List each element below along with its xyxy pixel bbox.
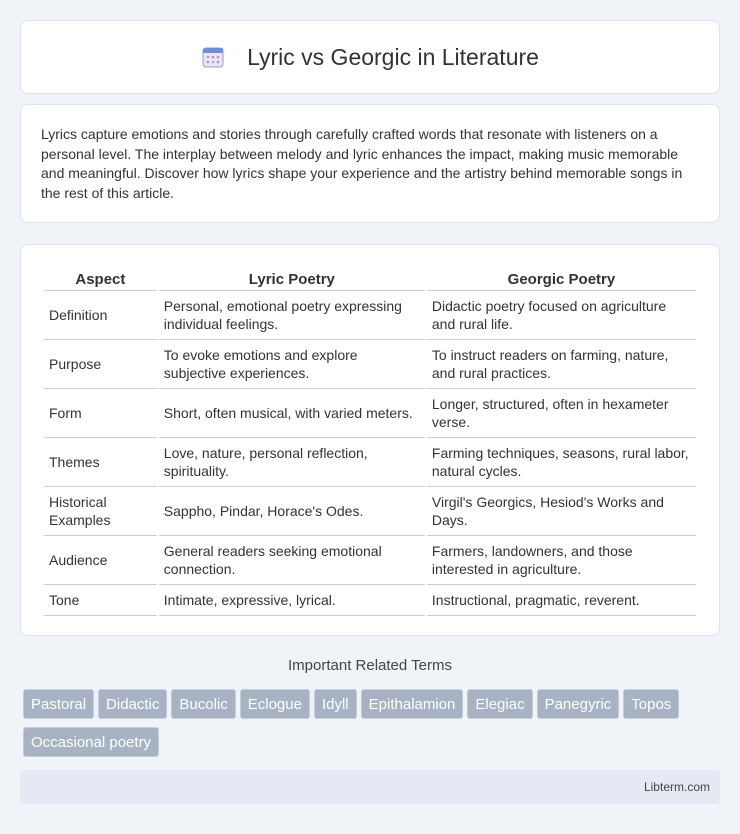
tag-topos[interactable]: Topos (623, 689, 679, 719)
row-lyric: Personal, emotional poetry expressing individual feelings. (159, 291, 425, 340)
related-terms-list (23, 689, 713, 765)
row-georgic: Farmers, landowners, and those interested in agriculture. (427, 536, 696, 585)
page-title: Lyric vs Georgic in Literature (247, 43, 539, 70)
intro-card (20, 104, 720, 223)
row-georgic: Farming techniques, seasons, rural labor, natural cycles. (427, 438, 696, 487)
row-lyric: Short, often musical, with varied meters. (159, 389, 425, 438)
table-row (44, 585, 696, 616)
header-aspect: Aspect (44, 263, 157, 291)
comparison-table (42, 263, 698, 616)
tag-panegyric[interactable]: Panegyric (537, 689, 620, 719)
row-aspect: Themes (44, 438, 157, 487)
calendar-icon (201, 45, 225, 69)
row-georgic: Longer, structured, often in hexameter verse. (427, 389, 696, 438)
tag-bucolic[interactable]: Bucolic (171, 689, 235, 719)
related-terms-title: Important Related Terms (288, 657, 452, 674)
row-aspect: Audience (44, 536, 157, 585)
row-lyric: Intimate, expressive, lyrical. (159, 585, 425, 616)
footer (20, 770, 720, 804)
tag-occasional-poetry[interactable]: Occasional poetry (23, 727, 159, 757)
row-lyric: Sappho, Pindar, Horace's Odes. (159, 487, 425, 536)
tag-idyll[interactable]: Idyll (314, 689, 357, 719)
footer-site-link[interactable]: Libterm.com (643, 780, 710, 794)
table-row (44, 340, 696, 389)
row-aspect: Purpose (44, 340, 157, 389)
header-lyric: Lyric Poetry (159, 263, 425, 291)
header-georgic: Georgic Poetry (427, 263, 696, 291)
tag-pastoral[interactable]: Pastoral (23, 689, 94, 719)
tag-elegiac[interactable]: Elegiac (467, 689, 532, 719)
table-header-row (44, 263, 696, 291)
comparison-card (20, 244, 720, 636)
table-row (44, 291, 696, 340)
tag-epithalamion[interactable]: Epithalamion (361, 689, 464, 719)
row-aspect: Form (44, 389, 157, 438)
row-lyric: Love, nature, personal reflection, spirituality. (159, 438, 425, 487)
row-aspect: Historical Examples (44, 487, 157, 536)
tag-eclogue[interactable]: Eclogue (240, 689, 310, 719)
row-aspect: Tone (44, 585, 157, 616)
row-lyric: General readers seeking emotional connection. (159, 536, 425, 585)
row-lyric: To evoke emotions and explore subjective experiences. (159, 340, 425, 389)
row-aspect: Definition (44, 291, 157, 340)
table-row (44, 438, 696, 487)
intro-text: Lyrics capture emotions and stories through carefully crafted words that resonate with listeners on a personal level. The interplay between melody and lyric enhances the impact, making music memorable and meaningful. Discover how lyrics shape your experience and the artistry behind memorable songs in the rest of this article. (41, 126, 683, 201)
table-row (44, 389, 696, 438)
tag-didactic[interactable]: Didactic (98, 689, 167, 719)
table-row (44, 536, 696, 585)
header-card (20, 20, 720, 94)
row-georgic: Virgil's Georgics, Hesiod's Works and Days. (427, 487, 696, 536)
row-georgic: Didactic poetry focused on agriculture and rural life. (427, 291, 696, 340)
row-georgic: To instruct readers on farming, nature, and rural practices. (427, 340, 696, 389)
row-georgic: Instructional, pragmatic, reverent. (427, 585, 696, 616)
table-row (44, 487, 696, 536)
